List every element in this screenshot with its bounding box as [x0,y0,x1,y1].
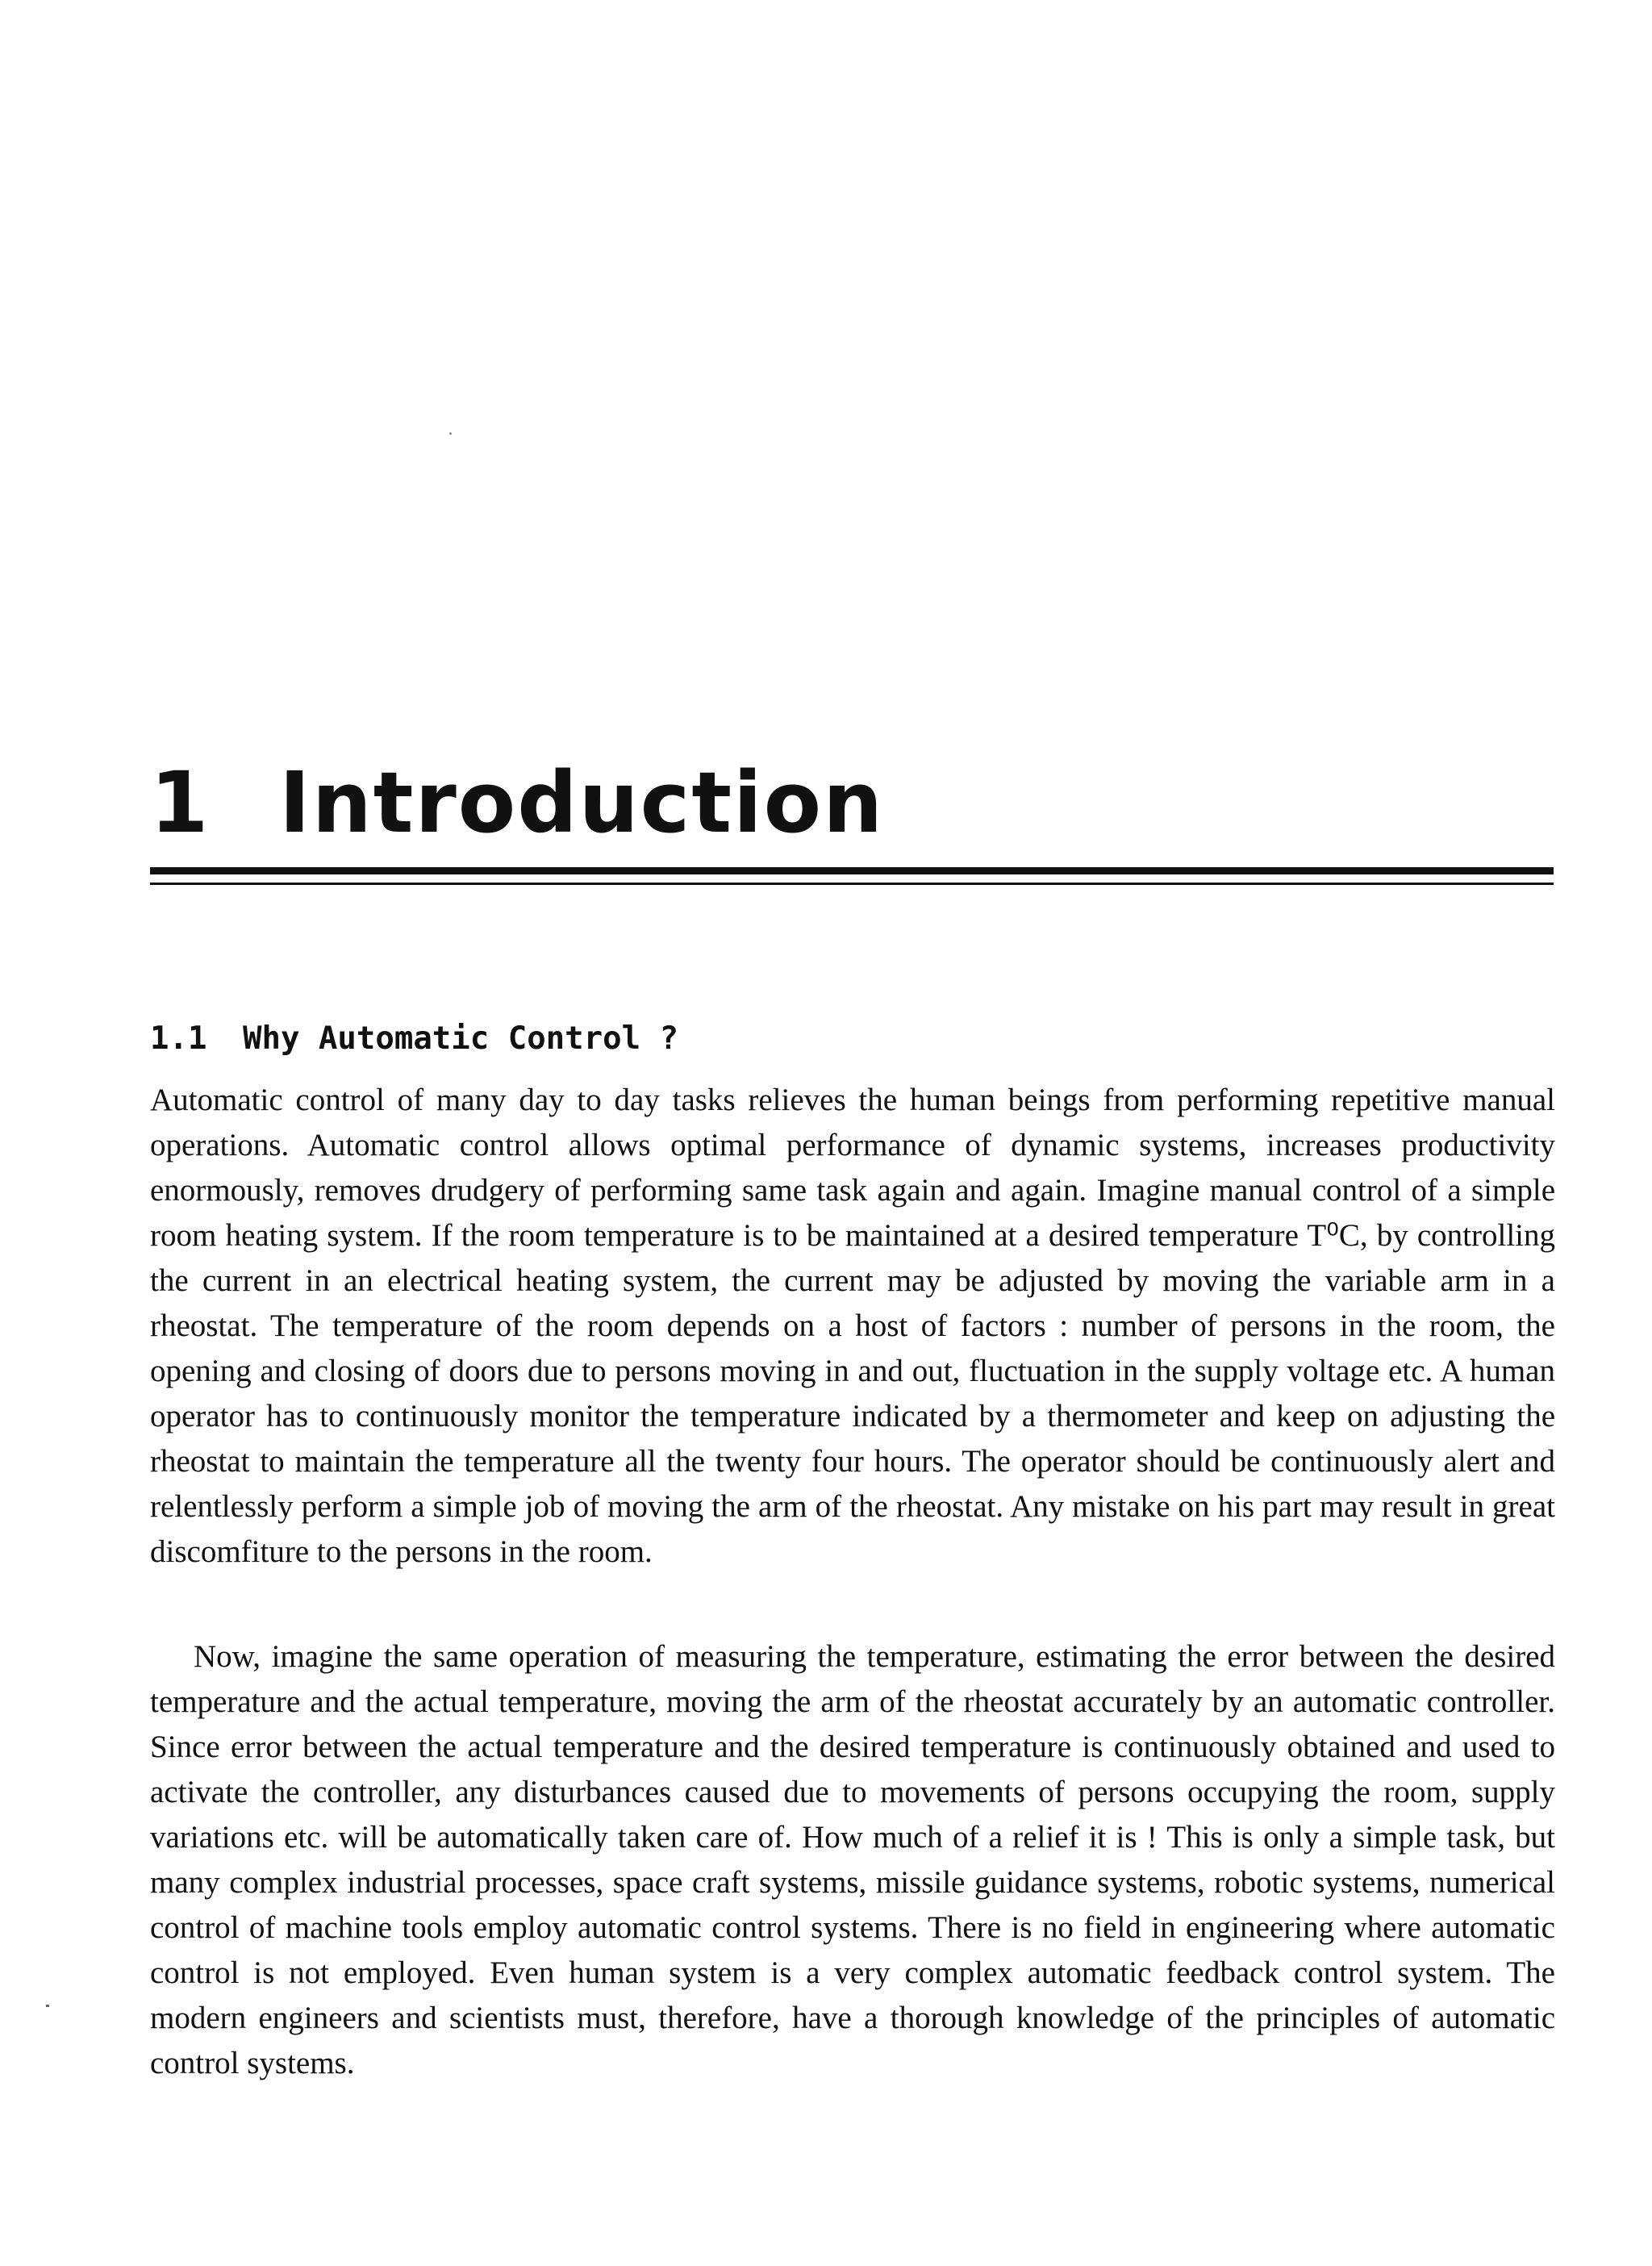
margin-mark [46,2005,49,2007]
scan-speck [449,432,452,435]
chapter-number: 1 [150,753,211,852]
paragraph-1: Automatic control of many day to day tasks relieves the human beings from performing repetitive manual operations. Automatic control allows optimal performance of dynamic systems, increases productivity enormously, removes drudgery of performing same task again and again. Imagine manual control of a simple room heating system. If the room temperature is to be maintained at a desired temperature T⁰C, by controlling the current in an electrical heating system, the current may be adjusted by moving the variable arm in a rheostat. The temperature of the room depends on a host of factors : number of persons in the room, the opening and closing of doors due to persons moving in and out, fluctuation in the supply voltage etc. A human operator has to continuously monitor the temperature indicated by a thermometer and keep on adjusting the rheostat to maintain the temperature all the twenty four hours. The operator should be continuously alert and relentlessly perform a simple job of moving the arm of the rheostat. Any mistake on his part may result in great discomfiture to the persons in the room. [150,1083,1555,1569]
chapter-rule-thin [150,883,1554,885]
section-title: Why Automatic Control ? [243,1020,679,1057]
chapter-rule-thick [150,867,1554,874]
chapter-heading [150,754,1554,851]
chapter-title: Introduction [279,753,885,852]
section-heading [150,1018,1554,1060]
paragraph-2: Now, imagine the same operation of measuring the temperature, estimating the error between the desired temperature and the actual temperature, moving the arm of the rheostat accurately by an automatic controller. Since error between the actual temperature and the desired temperature is continuously obtained and used to activate the controller, any disturbances caused due to movements of persons occupying the room, supply variations etc. will be automatically taken care of. How much of a relief it is ! This is only a simple task, but many complex industrial processes, space craft systems, missile guidance systems, robotic systems, numerical control of machine tools employ automatic control systems. There is no field in engineering where automatic control is not employed. Even human system is a very complex automatic feedback control system. The modern engineers and scientists must, therefore, have a thorough knowledge of the principles of automatic control systems. [150,1639,1555,2080]
section-number: 1.1 [150,1020,207,1057]
